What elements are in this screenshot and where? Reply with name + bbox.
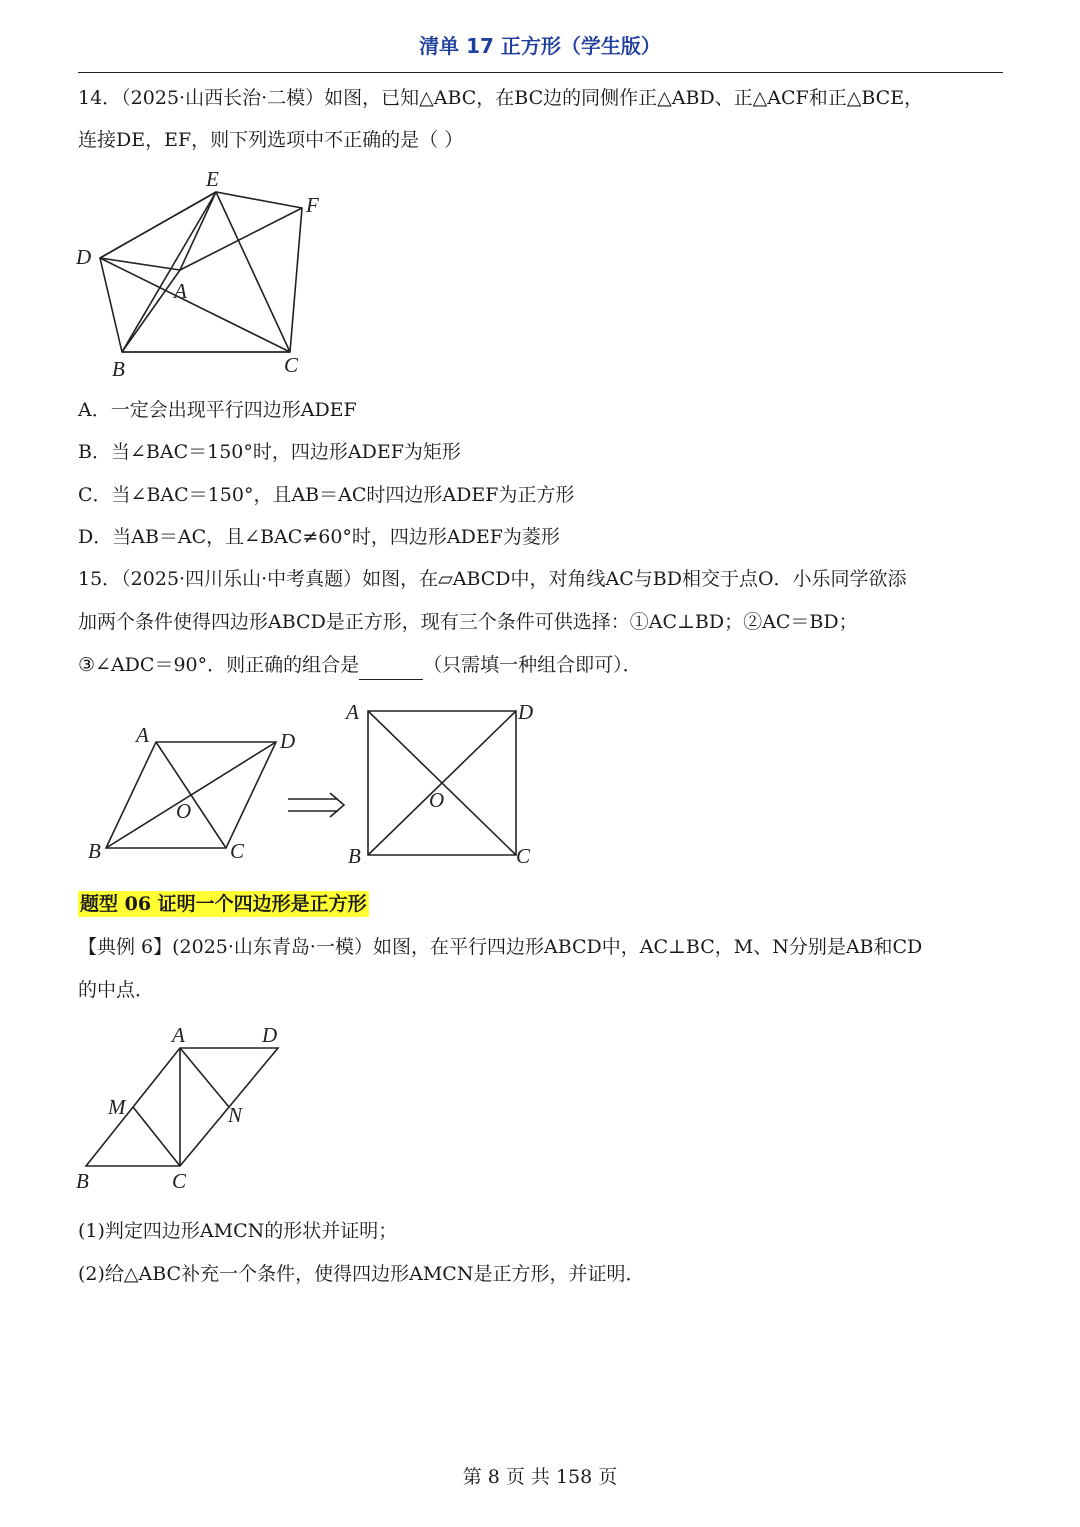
q14-segment-AB bbox=[122, 270, 180, 352]
q14-label-F: F bbox=[306, 193, 319, 217]
q14-segment-EC bbox=[216, 192, 290, 352]
q14-option-B: B．当∠BAC＝150°时，四边形ADEF为矩形 bbox=[78, 441, 461, 463]
q15-right-label-D: D bbox=[518, 700, 534, 724]
example6-label-D: D bbox=[262, 1023, 278, 1047]
example6-stem-line1: 【典例 6】(2025·山东青岛·一模）如图，在平行四边形ABCD中，AC⊥BC，M、N分别是AB和CD bbox=[78, 936, 923, 958]
q15-right-label-B: B bbox=[348, 844, 361, 868]
q15-line3-after: （只需填一种组合即可）． bbox=[423, 654, 642, 676]
header-rule bbox=[78, 72, 1003, 73]
q14-segment-EB bbox=[122, 192, 216, 352]
q14-option-D: D．当AB＝AC，且∠BAC≠60°时，四边形ADEF为菱形 bbox=[78, 526, 560, 548]
q15-stem-line3 bbox=[78, 651, 642, 680]
q15-answer-blank bbox=[359, 651, 423, 680]
q14-option-C: C．当∠BAC＝150°，且AB＝AC时四边形ADEF为正方形 bbox=[78, 484, 575, 506]
example6-label-M: M bbox=[108, 1095, 126, 1119]
q14-stem-line2: 连接DE，EF，则下列选项中不正确的是（ ） bbox=[78, 129, 464, 151]
q14-segment-DE bbox=[100, 192, 216, 258]
example6-figure bbox=[70, 1020, 300, 1195]
q15-left-label-C: C bbox=[230, 839, 245, 863]
q15-right-label-O: O bbox=[429, 788, 445, 812]
q15-right-label-A: A bbox=[346, 700, 359, 724]
example6-segment-AN bbox=[180, 1048, 229, 1107]
q14-segment-AE bbox=[180, 192, 216, 270]
example6-part2: (2)给△ABC补充一个条件，使得四边形AMCN是正方形，并证明． bbox=[78, 1263, 645, 1285]
q14-label-D: D bbox=[76, 245, 92, 269]
example6-label-A: A bbox=[172, 1023, 185, 1047]
q15-left-label-A: A bbox=[136, 723, 149, 747]
q14-stem-line1: 14．（2025·山西长治·二模）如图，已知△ABC，在BC边的同侧作正△ABD、正△ACF和正△BCE， bbox=[78, 87, 924, 109]
q14-segment-AF bbox=[180, 208, 302, 270]
example6-stem-line2: 的中点． bbox=[78, 979, 155, 1001]
q14-label-E: E bbox=[206, 167, 219, 191]
q14-label-A: A bbox=[174, 279, 187, 303]
q14-figure bbox=[70, 160, 350, 390]
example6-part1: (1)判定四边形AMCN的形状并证明； bbox=[78, 1220, 398, 1242]
q15-left-label-D: D bbox=[280, 729, 296, 753]
q15-stem-line2: 加两个条件使得四边形ABCD是正方形，现有三个条件可供选择：①AC⊥BD；②AC＝BD； bbox=[78, 611, 858, 633]
q14-label-C: C bbox=[284, 353, 299, 377]
section-heading-text: 题型 06 证明一个四边形是正方形 bbox=[80, 893, 367, 915]
example6-label-B: B bbox=[76, 1169, 89, 1193]
q15-line3-before: ③∠ADC＝90°．则正确的组合是 bbox=[78, 654, 360, 676]
section-heading bbox=[78, 890, 369, 918]
q14-label-B: B bbox=[112, 357, 125, 381]
q15-left-label-B: B bbox=[88, 839, 101, 863]
q15-left-label-O: O bbox=[176, 799, 192, 823]
q15-square-figure bbox=[340, 695, 540, 875]
q15-stem-line1: 15．（2025·四川乐山·中考真题）如图，在▱ABCD中，对角线AC与BD相交于点O．小乐同学欲添 bbox=[78, 568, 907, 590]
page-header-title: 清单 17 正方形（学生版） bbox=[419, 34, 661, 58]
q15-implies-arrow bbox=[284, 790, 348, 820]
example6-label-C: C bbox=[172, 1169, 187, 1193]
q14-segment-DC bbox=[100, 258, 290, 352]
q15-right-label-C: C bbox=[516, 844, 531, 868]
q14-option-A: A．一定会出现平行四边形ADEF bbox=[78, 399, 357, 421]
example6-label-N: N bbox=[228, 1103, 243, 1127]
page-footer: 第 8 页 共 158 页 bbox=[462, 1466, 618, 1488]
example6-segment-MC bbox=[133, 1107, 180, 1166]
